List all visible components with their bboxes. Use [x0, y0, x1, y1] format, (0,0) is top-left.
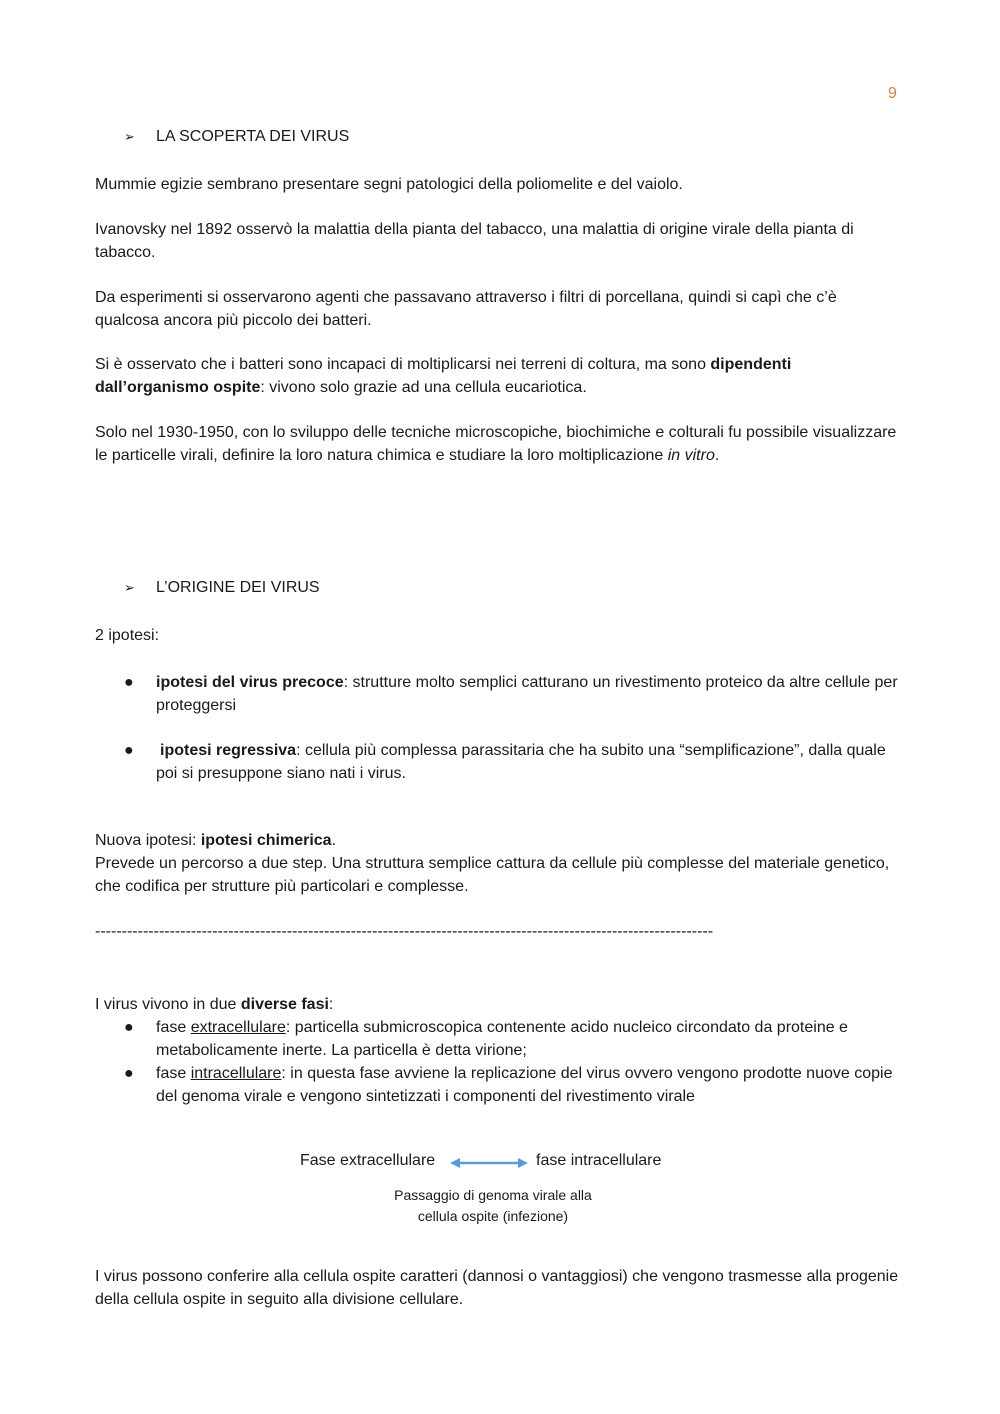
hypotheses-list: [95, 671, 905, 785]
page-number: 9: [888, 85, 897, 102]
text: : in questa fase avviene la replicazione del virus ovvero vengono prodotte nuove copie del genoma virale e vengono sintetizzati i componenti del rivestimento virale: [156, 1065, 893, 1105]
phases-intro: [95, 993, 905, 1016]
text: Nuova ipotesi:: [95, 832, 201, 849]
bullet-dot-icon: ●: [124, 674, 134, 691]
bullet-dot-icon: ●: [124, 1019, 134, 1036]
bullet-dot-icon: ●: [124, 742, 134, 759]
phases-list: [95, 1016, 905, 1108]
paragraph-host-dependence: [95, 353, 905, 399]
text: Si è osservato che i batteri sono incapaci di moltiplicarsi nei terreni di coltura, ma sono: [95, 356, 711, 373]
list-item: [95, 671, 905, 717]
hypotheses-intro: 2 ipotesi:: [95, 627, 160, 644]
diagram-left-label: Fase extracellulare: [300, 1152, 436, 1169]
bullet-dot-icon: ●: [124, 1065, 134, 1082]
italic-text: in vitro: [667, 447, 715, 464]
text: : cellula più complessa parassitaria che ha subito una “semplificazione”, dalla quale poi si presuppone siano nati i virus.: [156, 742, 886, 782]
text: : vivono solo grazie ad una cellula eucariotica.: [260, 379, 587, 396]
text: : particella submicroscopica contenente acido nucleico circondato da proteine e metabolicamente inerte. La particella è detta virione;: [156, 1019, 848, 1059]
diagram-caption: [343, 1185, 643, 1227]
paragraph-closing: I virus possono conferire alla cellula ospite caratteri (dannosi o vantaggiosi) che vengono trasmesse alla progenie della cellula ospite in seguito alla divisione cellulare.: [95, 1268, 899, 1308]
underlined-text: extracellulare: [190, 1019, 286, 1036]
paragraph-1930-1950: [95, 421, 905, 467]
bold-text: ipotesi chimerica: [200, 832, 332, 849]
underlined-text: intracellulare: [190, 1065, 282, 1082]
text: .: [714, 447, 720, 464]
heading-text: LA SCOPERTA DEI VIRUS: [156, 128, 350, 145]
text: :: [328, 996, 334, 1013]
text: Prevede un percorso a due step. Una struttura semplice cattura da cellule più complesse del materiale genetico, che codifica per strutture più particolari e complesse.: [95, 855, 890, 895]
phase-diagram: [0, 1152, 1000, 1232]
double-arrow-icon: [450, 1156, 528, 1170]
divider-line: --------------------------------------------------------------------------------------------------------------------: [95, 923, 714, 940]
caption-line: cellula ospite (infezione): [417, 1208, 569, 1224]
paragraph-chimeric: [95, 829, 905, 898]
text: fase: [156, 1019, 191, 1036]
paragraph-ivanovsky: Ivanovsky nel 1892 osservò la malattia della pianta del tabacco, una malattia di origine virale della pianta di tabacco.: [95, 221, 854, 261]
list-item: [95, 739, 905, 785]
diagram-right-label: fase intracellulare: [536, 1152, 662, 1169]
bold-text: ipotesi del virus precoce: [156, 674, 344, 691]
list-item: [95, 1016, 905, 1062]
arrow-bullet-icon: ➢: [124, 580, 135, 595]
bold-text: dipendenti dall’organismo ospite: [95, 356, 792, 396]
arrow-bullet-icon: ➢: [124, 129, 135, 144]
paragraph-mummies: Mummie egizie sembrano presentare segni patologici della poliomelite e del vaiolo.: [95, 176, 683, 193]
bold-text: ipotesi regressiva: [160, 742, 297, 759]
section-heading-discovery: [124, 128, 349, 146]
bold-text: diverse fasi: [240, 996, 329, 1013]
heading-text: L’ORIGINE DEI VIRUS: [156, 579, 320, 596]
paragraph-filters: Da esperimenti si osservarono agenti che passavano attraverso i filtri di porcellana, quindi si capì che c’è qualcosa ancora più piccolo dei batteri.: [95, 289, 837, 329]
text: : strutture molto semplici catturano un rivestimento proteico da altre cellule per proteggersi: [156, 674, 898, 714]
text: fase: [156, 1065, 191, 1082]
caption-line: Passaggio di genoma virale alla: [394, 1187, 592, 1203]
text: .: [331, 832, 337, 849]
text: Solo nel 1930-1950, con lo sviluppo delle tecniche microscopiche, biochimiche e colturali fu possibile visualizzare le particelle virali, definire la loro natura chimica e studiare la loro moltiplicazione: [95, 424, 897, 464]
text: I virus vivono in due: [95, 996, 241, 1013]
section-heading-origin: [124, 579, 320, 597]
list-item: [95, 1062, 905, 1108]
